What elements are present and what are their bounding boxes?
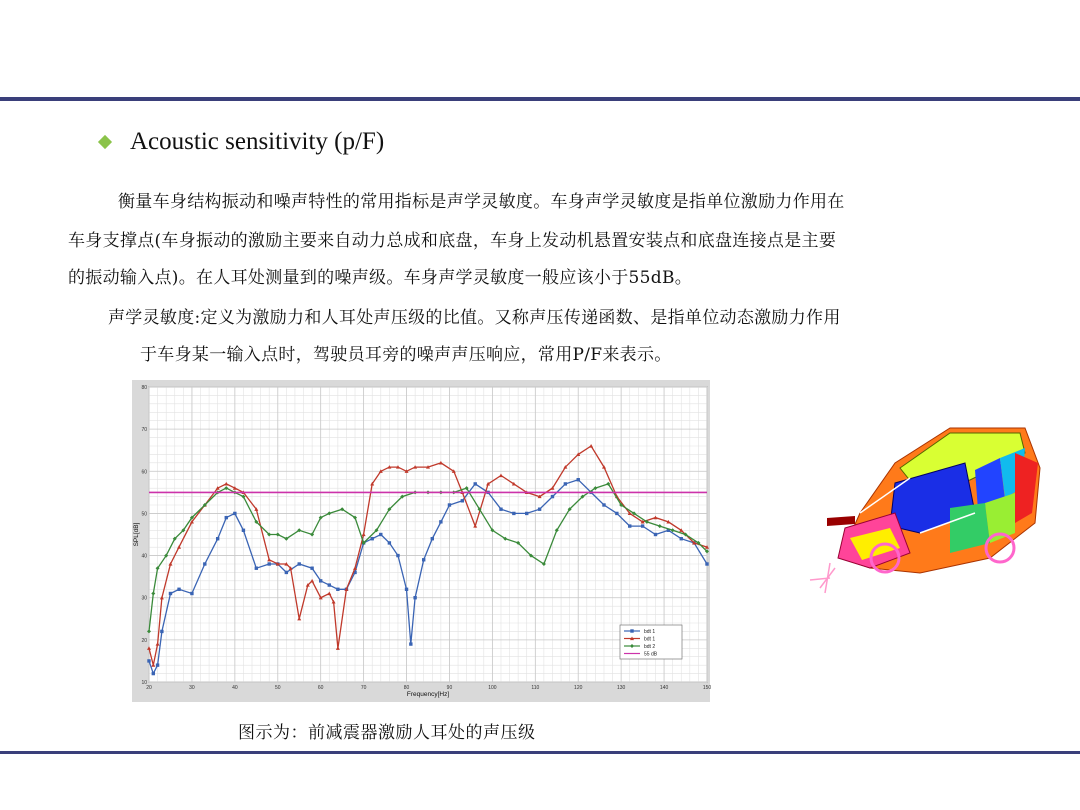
series-0-point [190,592,193,595]
series-0-point [379,533,382,536]
series-0-point [233,512,236,515]
paragraph1-line1: 衡量车身结构振动和噪声特性的常用指标是声学灵敏度。车身声学灵敏度是指单位激励力作用在 [118,192,845,212]
series-0-point [525,512,528,515]
vehicle-fe-model-image [800,418,1050,598]
series-0-point [285,571,288,574]
series-0-point [512,512,515,515]
series-0-point [448,503,451,506]
vehicle-fe-model-icon [800,418,1050,598]
series-0-point [225,516,228,519]
x-tick-label: 70 [360,685,367,691]
diamond-bullet-icon [98,135,112,149]
series-0-point [615,512,618,515]
series-0-point [152,672,155,675]
figure-caption: 图示为：前减震器激励人耳处的声压级 [238,723,536,743]
series-0-point [409,642,412,645]
series-0-point [538,508,541,511]
y-tick-label: 80 [141,385,147,391]
series-0-point [405,588,408,591]
x-tick-label: 100 [488,685,497,691]
y-axis-label: SPL[dB] [133,522,140,547]
x-tick-label: 30 [189,685,195,691]
paragraph1-line2: 车身支撑点(车身振动的激励主要来自动力总成和底盘，车身上发动机悬置安装点和底盘连接点是主要 [68,231,837,251]
series-0-point [396,554,399,557]
series-0-point [267,562,270,565]
series-0-point [156,663,159,666]
chart-svg [132,380,710,702]
series-0-point [577,478,580,481]
x-tick-label: 20 [146,685,152,691]
series-0-point [705,562,708,565]
paragraph2-line2: 于车身某一输入点时，驾驶员耳旁的噪声声压响应，常用P/F来表示。 [140,345,672,365]
top-divider-rule [0,97,1080,101]
x-axis-label: Frequency[Hz] [406,691,450,698]
x-tick-label: 50 [274,685,281,691]
series-0-point [242,529,245,532]
x-tick-label: 60 [317,685,324,691]
heading-text: Acoustic sensitivity (p/F) [130,128,385,155]
legend-label-3: 55 dB [644,651,658,658]
y-tick-label: 60 [141,469,147,476]
series-0-point [602,503,605,506]
series-0-point [551,495,554,498]
x-tick-label: 130 [616,685,626,691]
series-0-point [474,482,477,485]
series-0-point [310,567,313,570]
series-0-point [461,499,464,502]
series-0-point [319,579,322,582]
series-0-point [431,537,434,540]
series-0-point [641,524,644,527]
y-tick-label: 40 [141,553,147,560]
legend-marker-0 [630,629,633,632]
series-0-point [147,659,150,662]
y-tick-label: 50 [141,511,147,518]
x-tick-label: 110 [531,685,540,691]
y-tick-label: 20 [141,637,147,644]
series-0-point [169,592,172,595]
series-0-point [216,537,219,540]
series-0-point [328,583,331,586]
x-tick-label: 40 [232,685,238,691]
series-0-point [388,541,391,544]
spl-frequency-chart [132,380,710,702]
paragraph1-line3: 的振动输入点)。在人耳处测量到的噪声级。车身声学灵敏度一般应该小于55dB。 [68,268,693,288]
series-0-point [628,524,631,527]
x-tick-label: 80 [403,685,410,691]
legend-label-1: bdt 1 [644,636,656,643]
legend-label-2: bdt 2 [644,644,656,650]
x-tick-label: 90 [446,685,453,691]
series-0-point [680,537,683,540]
series-0-point [298,562,301,565]
bottom-divider-rule [0,751,1080,754]
series-0-point [413,596,416,599]
series-0-point [654,533,657,536]
series-0-point [499,508,502,511]
series-0-point [160,630,163,633]
series-0-point [439,520,442,523]
series-0-point [177,588,180,591]
y-tick-label: 70 [141,427,147,434]
legend-label-0: bdt 1 [644,629,656,635]
series-0-point [336,588,339,591]
x-tick-label: 120 [574,685,583,691]
slide-heading [100,128,384,156]
series-0-point [564,482,567,485]
series-0-point [371,537,374,540]
series-0-point [203,562,206,565]
y-tick-label: 30 [141,595,147,602]
y-tick-label: 10 [141,680,147,686]
x-tick-label: 140 [659,685,669,691]
x-tick-label: 150 [702,685,712,691]
paragraph2-line1: 声学灵敏度:定义为激励力和人耳处声压级的比值。又称声压传递函数、是指单位动态激励力作用 [108,308,841,328]
series-0-point [422,558,425,561]
series-0-point [255,567,258,570]
